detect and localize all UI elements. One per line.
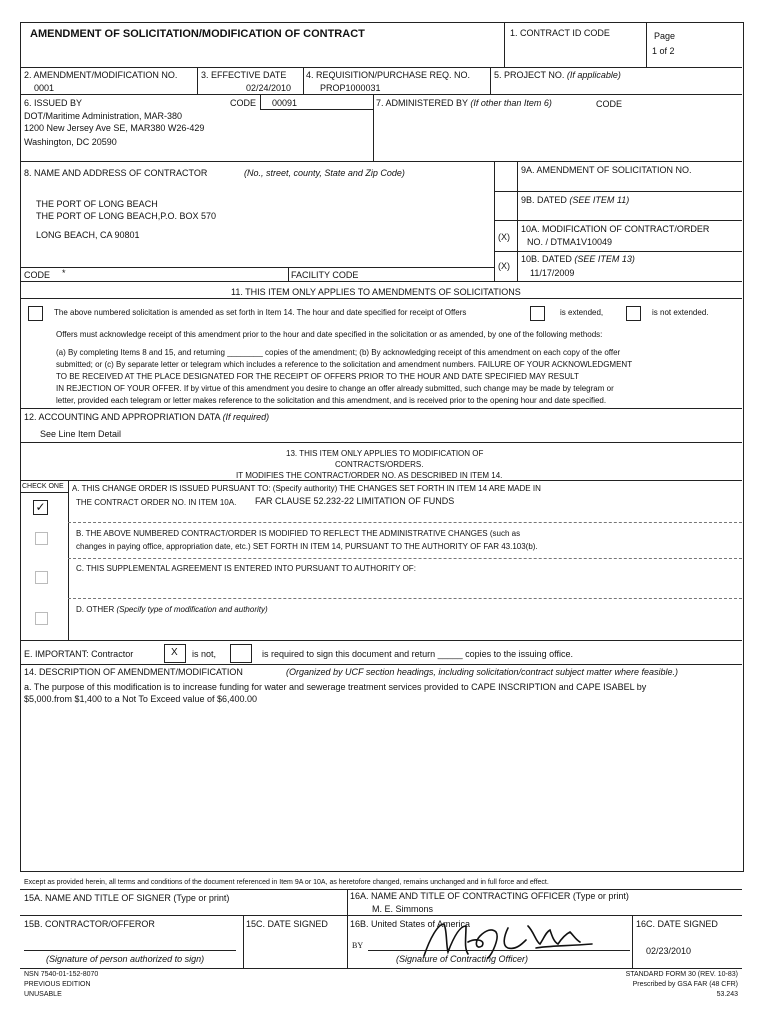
15c-label: 15C. DATE SIGNED [246,919,328,929]
item11-p1: Offers must acknowledge receipt of this amendment prior to the hour and date specified in the solicitation or as amended, by one of the following methods: [56,330,603,339]
contractor-is-required-box[interactable] [230,644,252,663]
contractor-line1: THE PORT OF LONG BEACH [36,199,158,209]
option-a-value: FAR CLAUSE 52.232-22 LIMITATION OF FUNDS [255,496,455,506]
nsn-line1: NSN 7540-01-152-8070 [24,971,99,978]
issued-by-label: 6. ISSUED BY [24,98,83,108]
option-c-checkbox[interactable] [35,571,48,584]
16a-value: M. E. Simmons [372,904,434,914]
contractor-code-value: * [62,268,66,278]
contracting-officer-signature [416,918,596,962]
10a-value: NO. / DTMA1V10049 [527,237,613,247]
item11-checkbox[interactable] [28,306,43,321]
requisition-label: 4. REQUISITION/PURCHASE REQ. NO. [306,70,471,80]
requisition-value: PROP1000031 [320,83,381,93]
signature-person-label: (Signature of person authorized to sign) [46,954,205,964]
item13-title1: 13. THIS ITEM ONLY APPLIES TO MODIFICATION OF [286,449,484,458]
item14-note: (Organized by UCF section headings, including solicitation/contract subject matter where feasible.) [286,667,679,677]
administered-by-label: 7. ADMINISTERED BY (If other than Item 6) [376,98,552,108]
effective-date-value: 02/24/2010 [246,83,292,93]
is-required-text: is required to sign this document and return _____ copies to the issuing office. [262,649,574,659]
item11-p3: submitted; or (c) By separate letter or telegram which includes a reference to the solicitation and amendment numbers. FAILURE OF YOUR ACKNOWLEDGMENT [56,360,633,369]
10b-mark: (X) [498,261,510,271]
item11-p6: letter, provided each telegram or letter makes reference to the solicitation and this amendment, and is received prior to the opening hour and date specified. [56,396,607,405]
extended-checkbox[interactable] [530,306,545,321]
10b-label: 10B. DATED (SEE ITEM 13) [521,254,635,264]
important-label: E. IMPORTANT: Contractor [24,649,134,659]
issued-address-line3: Washington, DC 20590 [24,137,117,147]
item13-title2: CONTRACTS/ORDERS. [335,460,424,469]
contractor-label: 8. NAME AND ADDRESS OF CONTRACTOR [24,168,208,178]
sf-line1: STANDARD FORM 30 (REV. 10-83) [625,971,738,978]
amendment-no-label: 2. AMENDMENT/MODIFICATION NO. [24,70,178,80]
10a-label: 10A. MODIFICATION OF CONTRACT/ORDER [521,224,710,234]
extended-label: is extended, [560,308,604,317]
page-label: Page [654,31,676,41]
issued-address-line1: DOT/Maritime Administration, MAR-380 [24,111,183,121]
item11-title: 11. THIS ITEM ONLY APPLIES TO AMENDMENTS OF SOLICITATIONS [231,287,521,297]
issued-address-line2: 1200 New Jersey Ave SE, MAR380 W26-429 [24,123,205,133]
signature-officer-label: (Signature of Contracting Officer) [396,954,529,964]
item14-line1: a. The purpose of this modification is to increase funding for water and sewerage treatment services provided to CAPE INSCRIPTION and CAPE ISABEL by [24,682,647,692]
option-d-line: D. OTHER (Specify type of modification and authority) [76,605,268,614]
9b-label: 9B. DATED (SEE ITEM 11) [521,195,630,205]
option-b-line1: B. THE ABOVE NUMBERED CONTRACT/ORDER IS MODIFIED TO REFLECT THE ADMINISTRATIVE CHANGES (such as [76,529,521,538]
facility-code-label: FACILITY CODE [291,270,359,280]
page-value: 1 of 2 [652,46,675,56]
administered-code-label: CODE [596,99,623,109]
item11-line1: The above numbered solicitation is amended as set forth in Item 14. The hour and date specified for receipt of Offers [54,308,467,317]
amendment-no-value: 0001 [34,83,55,93]
option-a-line2: THE CONTRACT ORDER NO. IN ITEM 10A. [76,498,237,507]
item11-p5: IN REJECTION OF YOUR OFFER. If by virtue of this amendment you desire to change an offer already submitted, such change may be made by telegram or [56,384,614,393]
16c-value: 02/23/2010 [646,946,692,956]
sf30-form [20,22,744,1007]
10b-value: 11/17/2009 [530,268,575,278]
is-not-label: is not, [192,649,217,659]
effective-date-label: 3. EFFECTIVE DATE [201,70,287,80]
item11-p4: TO BE RECEIVED AT THE PLACE DESIGNATED FOR THE RECEIPT OF OFFERS PRIOR TO THE HOUR AND DATE SPECIFIED MAY RESULT [56,372,579,381]
contractor-line3: LONG BEACH, CA 90801 [36,230,140,240]
project-no-label: 5. PROJECT NO. (If applicable) [494,70,621,80]
sf-line3: 53.243 [716,991,738,998]
item12-label: 12. ACCOUNTING AND APPROPRIATION DATA (If required) [24,412,270,422]
form-title: AMENDMENT OF SOLICITATION/MODIFICATION OF CONTRACT [30,28,365,40]
16a-label: 16A. NAME AND TITLE OF CONTRACTING OFFICER (Type or print) [350,891,629,901]
except-statement: Except as provided herein, all terms and conditions of the document referenced in Item 9A or 10A, as heretofore changed, remains unchanged and in full force and effect. [24,879,549,886]
10a-mark: (X) [498,232,510,242]
item14-line2: $5,000.from $1,400 to a Not To Exceed value of $6,400.00 [24,694,257,704]
option-a-line1: A. THIS CHANGE ORDER IS ISSUED PURSUANT TO: (Specify authority) THE CHANGES SET FORTH IN ITEM 14 ARE MADE IN [72,484,541,493]
option-b-checkbox[interactable] [35,532,48,545]
item13-title3: IT MODIFIES THE CONTRACT/ORDER NO. AS DESCRIBED IN ITEM 14. [236,471,503,480]
option-b-line2: changes in paying office, appropriation date, etc.) SET FORTH IN ITEM 14, PURSUANT TO THE AUTHORITY OF FAR 43.103(b). [76,542,538,551]
option-d-checkbox[interactable] [35,612,48,625]
contractor-code-label: CODE [24,270,51,280]
nsn-line3: UNUSABLE [24,991,62,998]
by-label: BY [352,941,364,950]
issued-code-label: CODE [230,98,257,108]
16b-label: 16B. United States of America [350,919,471,929]
item14-label: 14. DESCRIPTION OF AMENDMENT/MODIFICATION [24,667,243,677]
not-extended-label: is not extended. [652,308,709,317]
15b-label: 15B. CONTRACTOR/OFFEROR [24,919,155,929]
contractor-is-not-mark: X [171,647,178,658]
9a-label: 9A. AMENDMENT OF SOLICITATION NO. [521,165,692,175]
form-border [20,22,744,872]
contractor-line2: THE PORT OF LONG BEACH,P.O. BOX 570 [36,211,217,221]
contract-id-label: 1. CONTRACT ID CODE [510,28,610,38]
sf-line2: Prescribed by GSA FAR (48 CFR) [632,981,738,988]
check-one-label: CHECK ONE [22,483,64,490]
option-a-checkbox[interactable]: ✓ [33,500,48,515]
issued-code-value: 00091 [272,98,298,108]
item12-value: See Line Item Detail [40,429,122,439]
nsn-line2: PREVIOUS EDITION [24,981,91,988]
option-c-line: C. THIS SUPPLEMENTAL AGREEMENT IS ENTERED INTO PURSUANT TO AUTHORITY OF: [76,564,416,573]
16c-label: 16C. DATE SIGNED [636,919,718,929]
item11-p2: (a) By completing Items 8 and 15, and returning ________ copies of the amendment; (b) By acknowledging receipt of this amendment on each copy of the offer [56,348,621,357]
15a-label: 15A. NAME AND TITLE OF SIGNER (Type or print) [24,893,230,903]
contractor-note: (No., street, county, State and Zip Code) [244,168,405,178]
not-extended-checkbox[interactable] [626,306,641,321]
